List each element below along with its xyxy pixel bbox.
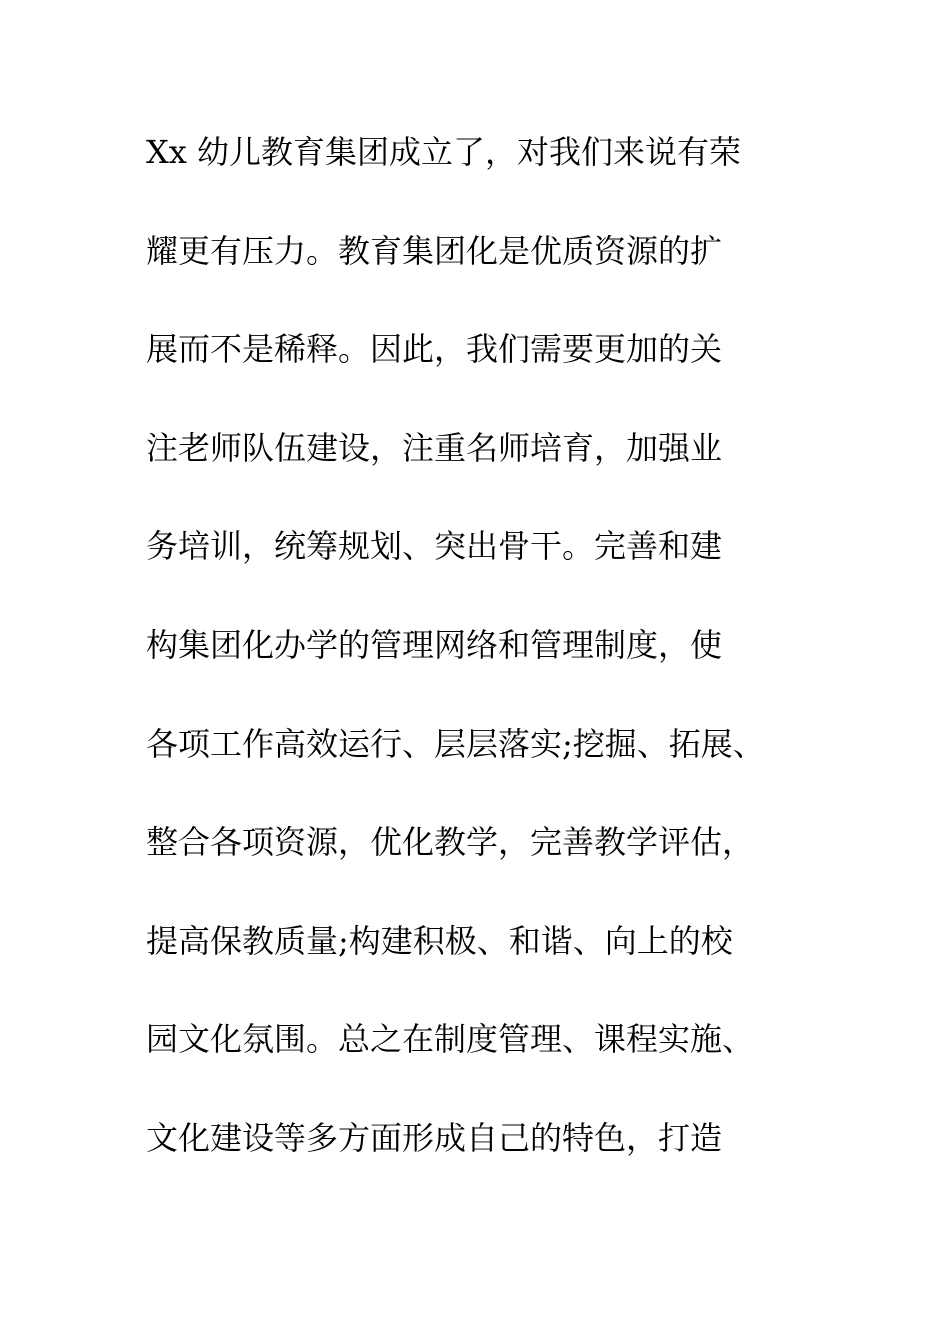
body-paragraph [146,122,866,1207]
text-line: 耀更有压力。教育集团化是优质资源的扩 [146,231,723,270]
text-line: Xx 幼儿教育集团成立了，对我们来说有荣 [146,133,742,171]
text-line: 整合各项资源，优化教学，完善教学评估， [146,823,755,862]
text-line: 提高保教质量;构建积极、和谐、向上的校 [146,921,733,960]
text-line: 各项工作高效运行、层层落实;挖掘、拓展、 [146,724,765,763]
text-line: 文化建设等多方面形成自己的特色，打造 [146,1118,723,1157]
text-line: 展而不是稀释。因此，我们需要更加的关 [146,330,723,369]
text-line: 构集团化办学的管理网络和管理制度，使 [146,625,723,664]
text-line: 注老师队伍建设，注重名师培育，加强业 [146,428,723,467]
text-line: 务培训，统筹规划、突出骨干。完善和建 [146,527,723,566]
text-line: 园文化氛围。总之在制度管理、课程实施、 [146,1020,755,1059]
